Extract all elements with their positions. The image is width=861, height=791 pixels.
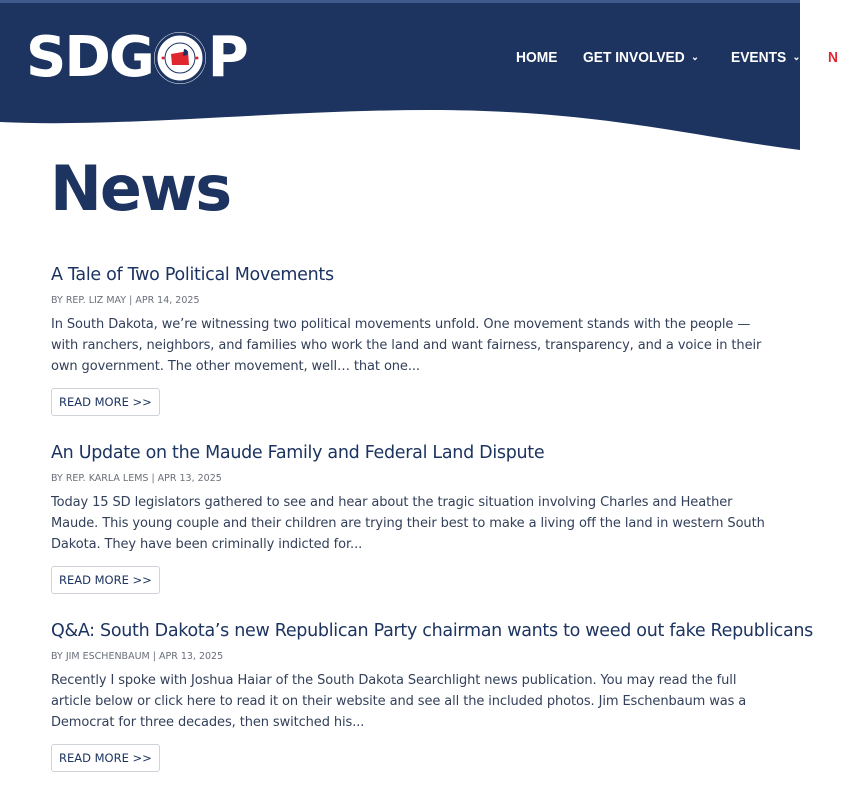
post-title-link[interactable]: A Tale of Two Political Movements bbox=[51, 265, 334, 285]
news-post bbox=[51, 442, 781, 594]
read-more-button[interactable]: READ MORE >> bbox=[51, 388, 160, 416]
nav-news[interactable] bbox=[828, 49, 838, 66]
nav-events-label: EVENTS bbox=[730, 48, 787, 66]
post-meta: BY REP. LIZ MAY | APR 14, 2025 bbox=[51, 295, 200, 306]
nav-news-label: N bbox=[828, 48, 839, 66]
post-excerpt: Recently I spoke with Joshua Haiar of the South Dakota Searchlight news publication. You may read the full article below or click here to read it on their website and see all the included photos. Jim Eschenbaum was a Democrat for three decades, then switched his... bbox=[51, 673, 747, 730]
post-excerpt: In South Dakota, we’re witnessing two political movements unfold. One movement stands with the people — with ranchers, neighbors, and families who work the land and want fairness, transparency, and a voice in their own government. The other movement, well… that one... bbox=[51, 317, 762, 374]
post-excerpt: Today 15 SD legislators gathered to see and hear about the tragic situation involving Charles and Heather Maude. This young couple and their children are trying their best to make a living off the land in western South Dakota. They have been criminally indicted for... bbox=[51, 495, 765, 552]
page-title: News bbox=[50, 152, 231, 225]
news-post bbox=[51, 620, 813, 772]
chevron-down-icon: ⌄ bbox=[792, 51, 801, 63]
nav-events[interactable] bbox=[731, 49, 800, 66]
read-more-button[interactable]: READ MORE >> bbox=[51, 566, 160, 594]
post-title-link[interactable]: Q&A: South Dakota’s new Republican Party chairman wants to weed out fake Republicans bbox=[51, 621, 813, 641]
main-nav bbox=[516, 47, 861, 67]
party-seal-icon bbox=[154, 32, 206, 84]
post-title-link[interactable]: An Update on the Maude Family and Federal Land Dispute bbox=[51, 443, 545, 463]
logo-letters-left: SDG bbox=[26, 25, 153, 90]
post-meta: BY REP. KARLA LEMS | APR 13, 2025 bbox=[51, 473, 222, 484]
nav-get-involved[interactable] bbox=[583, 49, 699, 66]
logo-letters-right: P bbox=[207, 25, 247, 90]
site-header bbox=[0, 0, 839, 160]
nav-home-label: HOME bbox=[516, 48, 558, 66]
sdgop-logo[interactable] bbox=[26, 25, 247, 90]
post-meta: BY JIM ESCHENBAUM | APR 13, 2025 bbox=[51, 651, 224, 662]
chevron-down-icon: ⌄ bbox=[691, 51, 699, 63]
news-post bbox=[51, 264, 781, 416]
header-top-line bbox=[0, 0, 800, 3]
nav-get-involved-label: GET INVOLVED bbox=[583, 48, 685, 66]
nav-home[interactable] bbox=[516, 49, 557, 66]
read-more-button[interactable]: READ MORE >> bbox=[51, 744, 160, 772]
